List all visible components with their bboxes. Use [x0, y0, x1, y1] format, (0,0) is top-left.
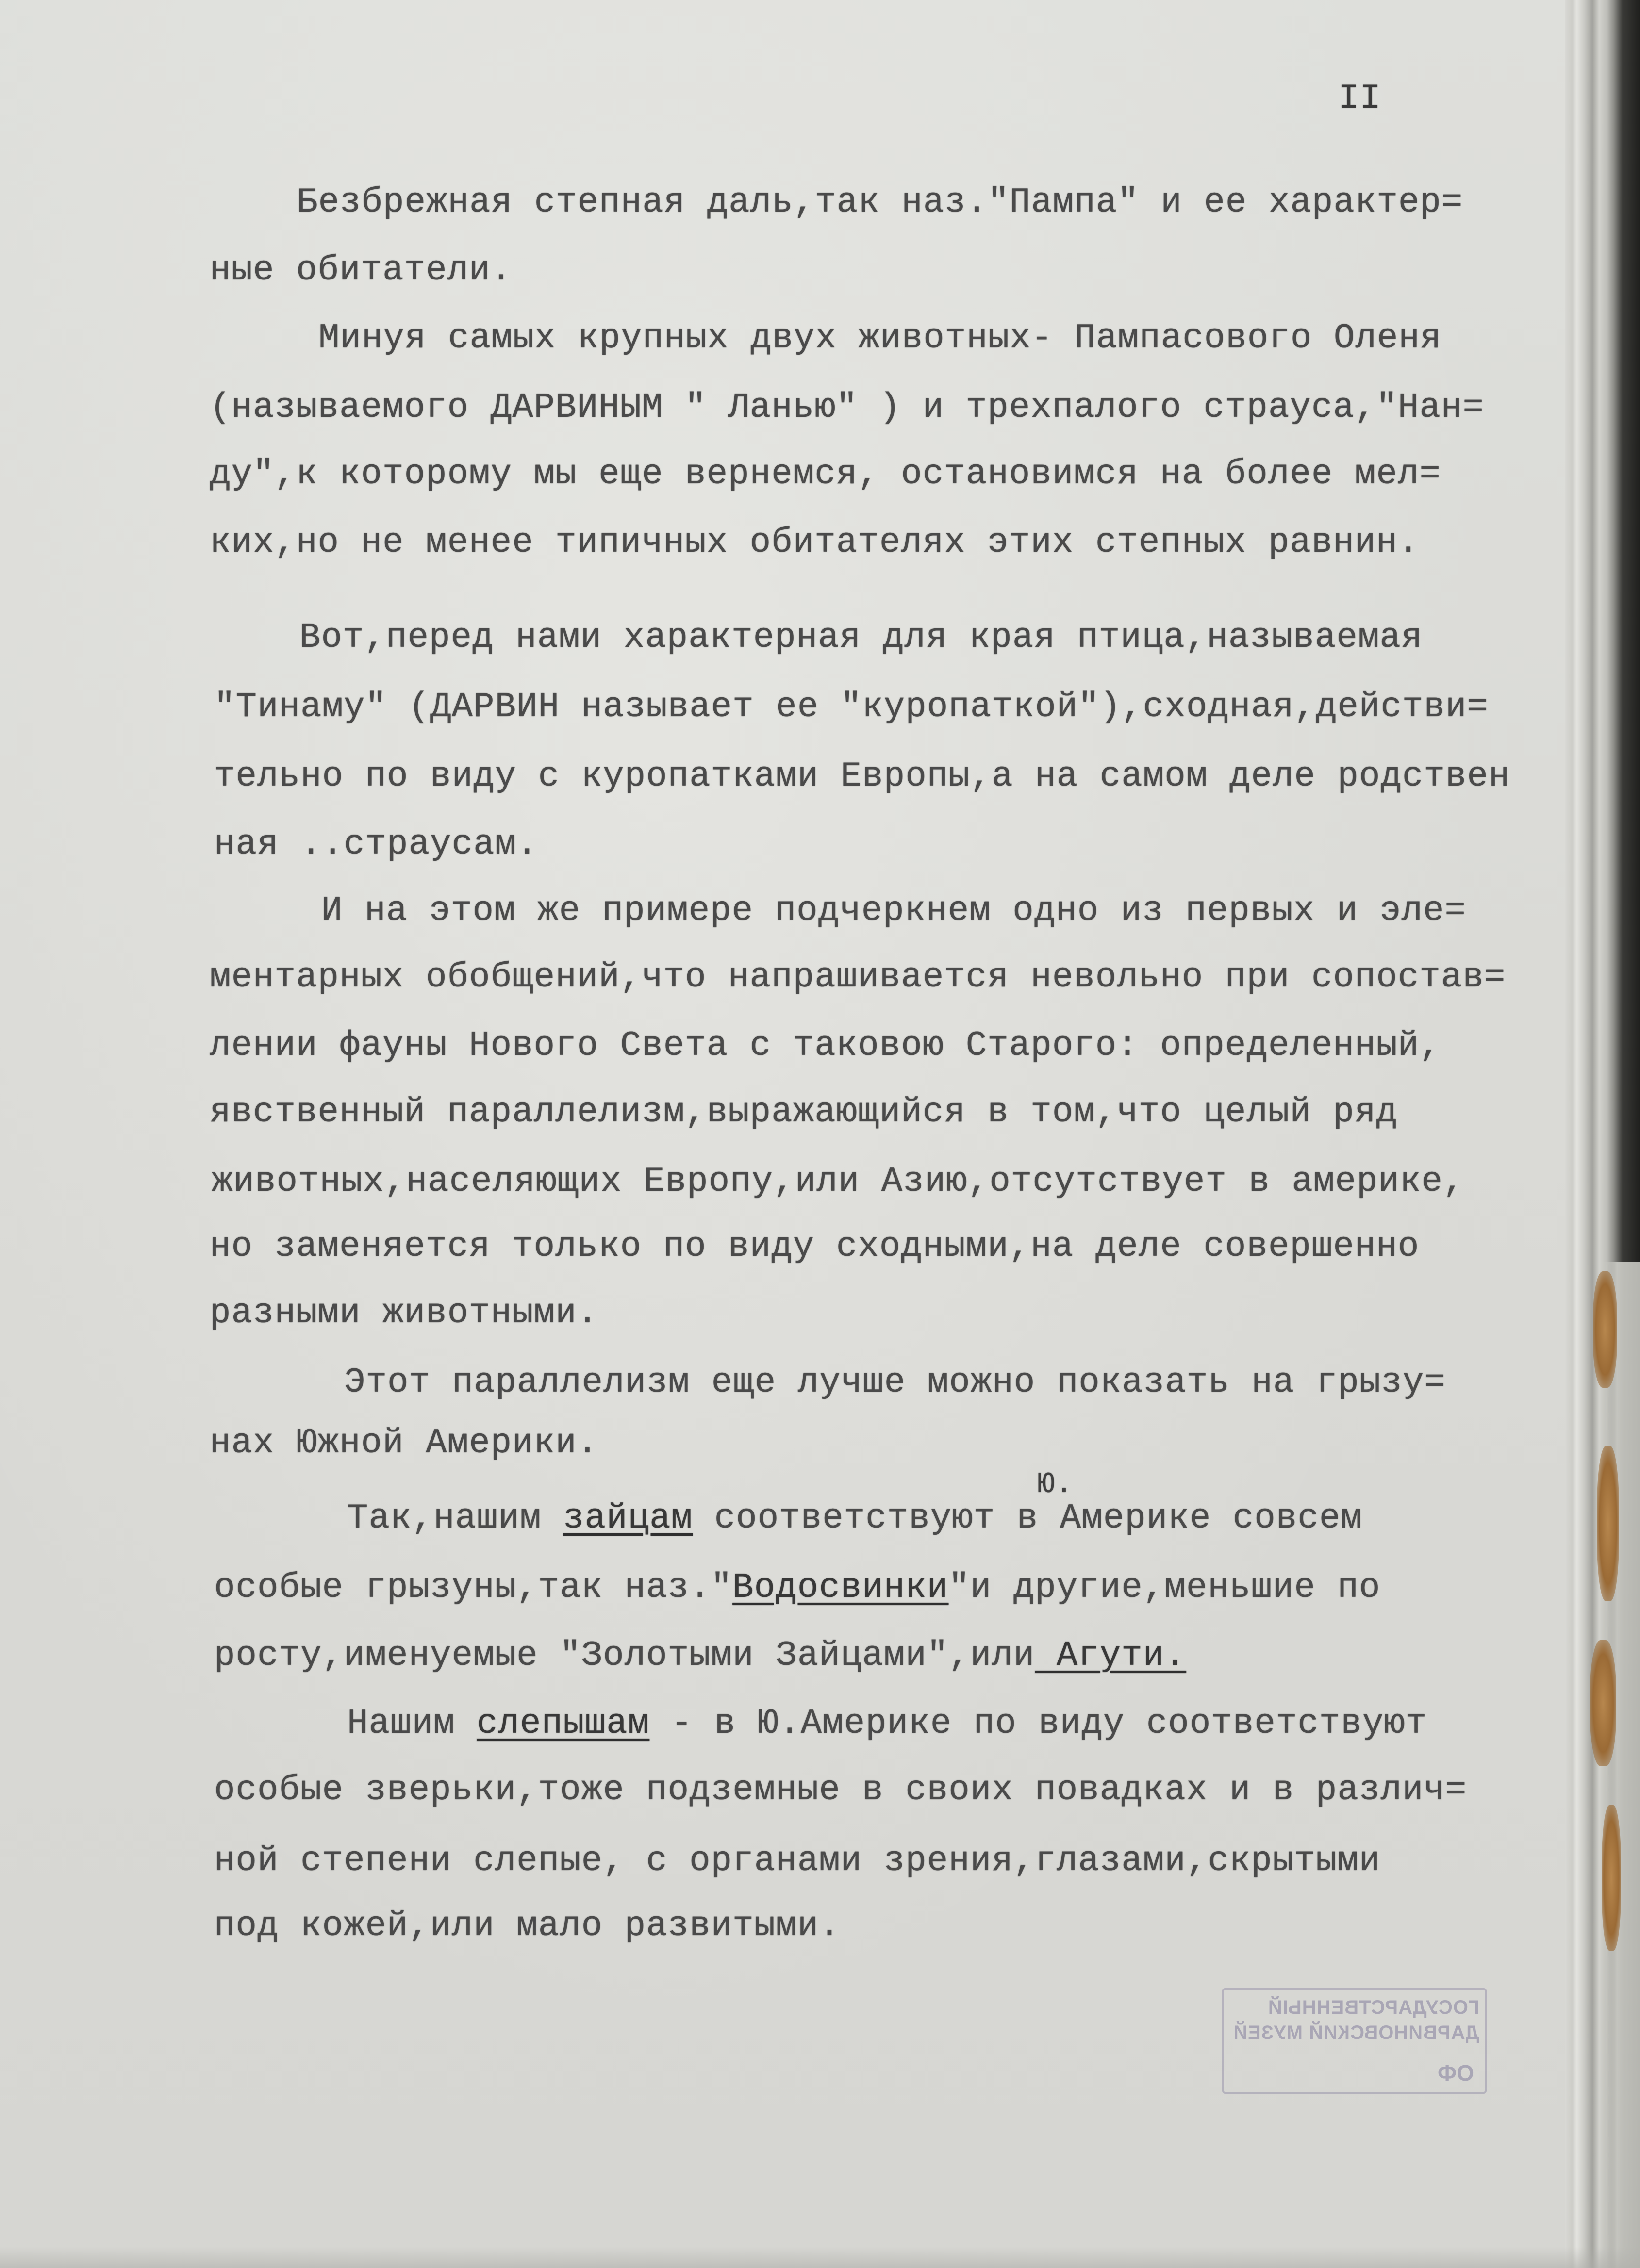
underlined-word: Водосвинки [732, 1568, 949, 1608]
text-line: Этот параллелизм еще лучше можно показать на грызу= [344, 1363, 1446, 1402]
text-line: (называемого ДАРВИНЫМ " Ланью" ) и трехпалого страуса,"Нан= [210, 388, 1484, 427]
stamp-line: ГОСУДАРСТВЕННЫЙ [1267, 1997, 1479, 2018]
text-line: животных,населяющих Европу,или Азию,отсутствует в америке, [212, 1162, 1465, 1201]
text-line: под кожей,или мало развитыми. [214, 1906, 841, 1946]
torn-edge [1602, 1805, 1621, 1951]
text-line: Безбрежная степная даль,так наз."Пампа" и ее характер= [297, 182, 1463, 222]
page-number: II [1338, 79, 1382, 118]
text-line: ментарных обобщений,что напрашивается невольно при сопостав= [210, 957, 1506, 997]
text-segment: Так,нашим [347, 1498, 563, 1538]
museum-stamp [1222, 1988, 1487, 2094]
text-segment: Нашим [347, 1704, 477, 1743]
text-line: ких,но не менее типичных обитателях этих степных равнин. [210, 523, 1420, 562]
underlined-word: слепышам [477, 1704, 650, 1743]
underlined-word: Агути. [1035, 1636, 1186, 1676]
text-line: "Тинаму" (ДАРВИН называет ее "куропаткой"),сходная,действи= [214, 687, 1489, 727]
text-line: И на этом же примере подчеркнем одно из первых и эле= [321, 891, 1466, 931]
text-line: ные обитатели. [210, 250, 513, 290]
text-line: разными животными. [210, 1293, 599, 1333]
text-line: ду",к которому мы еще вернемся, остановимся на более мел= [210, 454, 1441, 494]
text-line [214, 1568, 1381, 1608]
text-segment: соответствуют в Америке совсем [693, 1498, 1362, 1538]
torn-edge [1597, 1446, 1619, 1601]
text-line: явственный параллелизм,выражающийся в том,что целый ряд [210, 1092, 1398, 1132]
text-line: но заменяется только по виду сходными,на деле совершенно [210, 1227, 1420, 1266]
text-line: ная ..страусам. [214, 824, 538, 864]
text-line: тельно по виду с куропатками Европы,а на самом деле родствен [214, 756, 1510, 796]
torn-edge [1590, 1640, 1616, 1766]
stamp-mirrored-text [1232, 1995, 1479, 2045]
text-segment: - в Ю.Америке по виду соответствуют [649, 1704, 1427, 1743]
text-line: ной степени слепые, с органами зрения,глазами,скрытыми [214, 1841, 1381, 1881]
stamp-mark: ФО [1437, 2060, 1474, 2086]
underlined-word: зайцам [563, 1498, 693, 1538]
text-line: Вот,перед нами характерная для края птица,называемая [299, 618, 1423, 657]
handwritten-insertion: Ю. [1037, 1468, 1074, 1501]
text-segment: особые грызуны,так наз." [214, 1568, 733, 1608]
stamp-line: ДАРВИНОВСКИЙ МУЗЕЙ [1233, 2022, 1479, 2043]
text-line [214, 1636, 1186, 1676]
page-bottom-edge [0, 2247, 1640, 2268]
text-segment: росту,именуемые "Золотыми Зайцами",или [214, 1636, 1035, 1676]
text-line [347, 1706, 1427, 1741]
torn-edge [1593, 1271, 1617, 1388]
text-line: особые зверьки,тоже подземные в своих повадках и в различ= [214, 1770, 1467, 1810]
text-line: лении фауны Нового Света с таковою Старого: определенный, [210, 1026, 1441, 1066]
text-line [347, 1498, 1362, 1538]
text-line: Минуя самых крупных двух животных- Пампасового Оленя [318, 318, 1442, 358]
text-line: нах Южной Америки. [210, 1423, 599, 1463]
text-segment: "и другие,меньшие по [948, 1568, 1381, 1608]
